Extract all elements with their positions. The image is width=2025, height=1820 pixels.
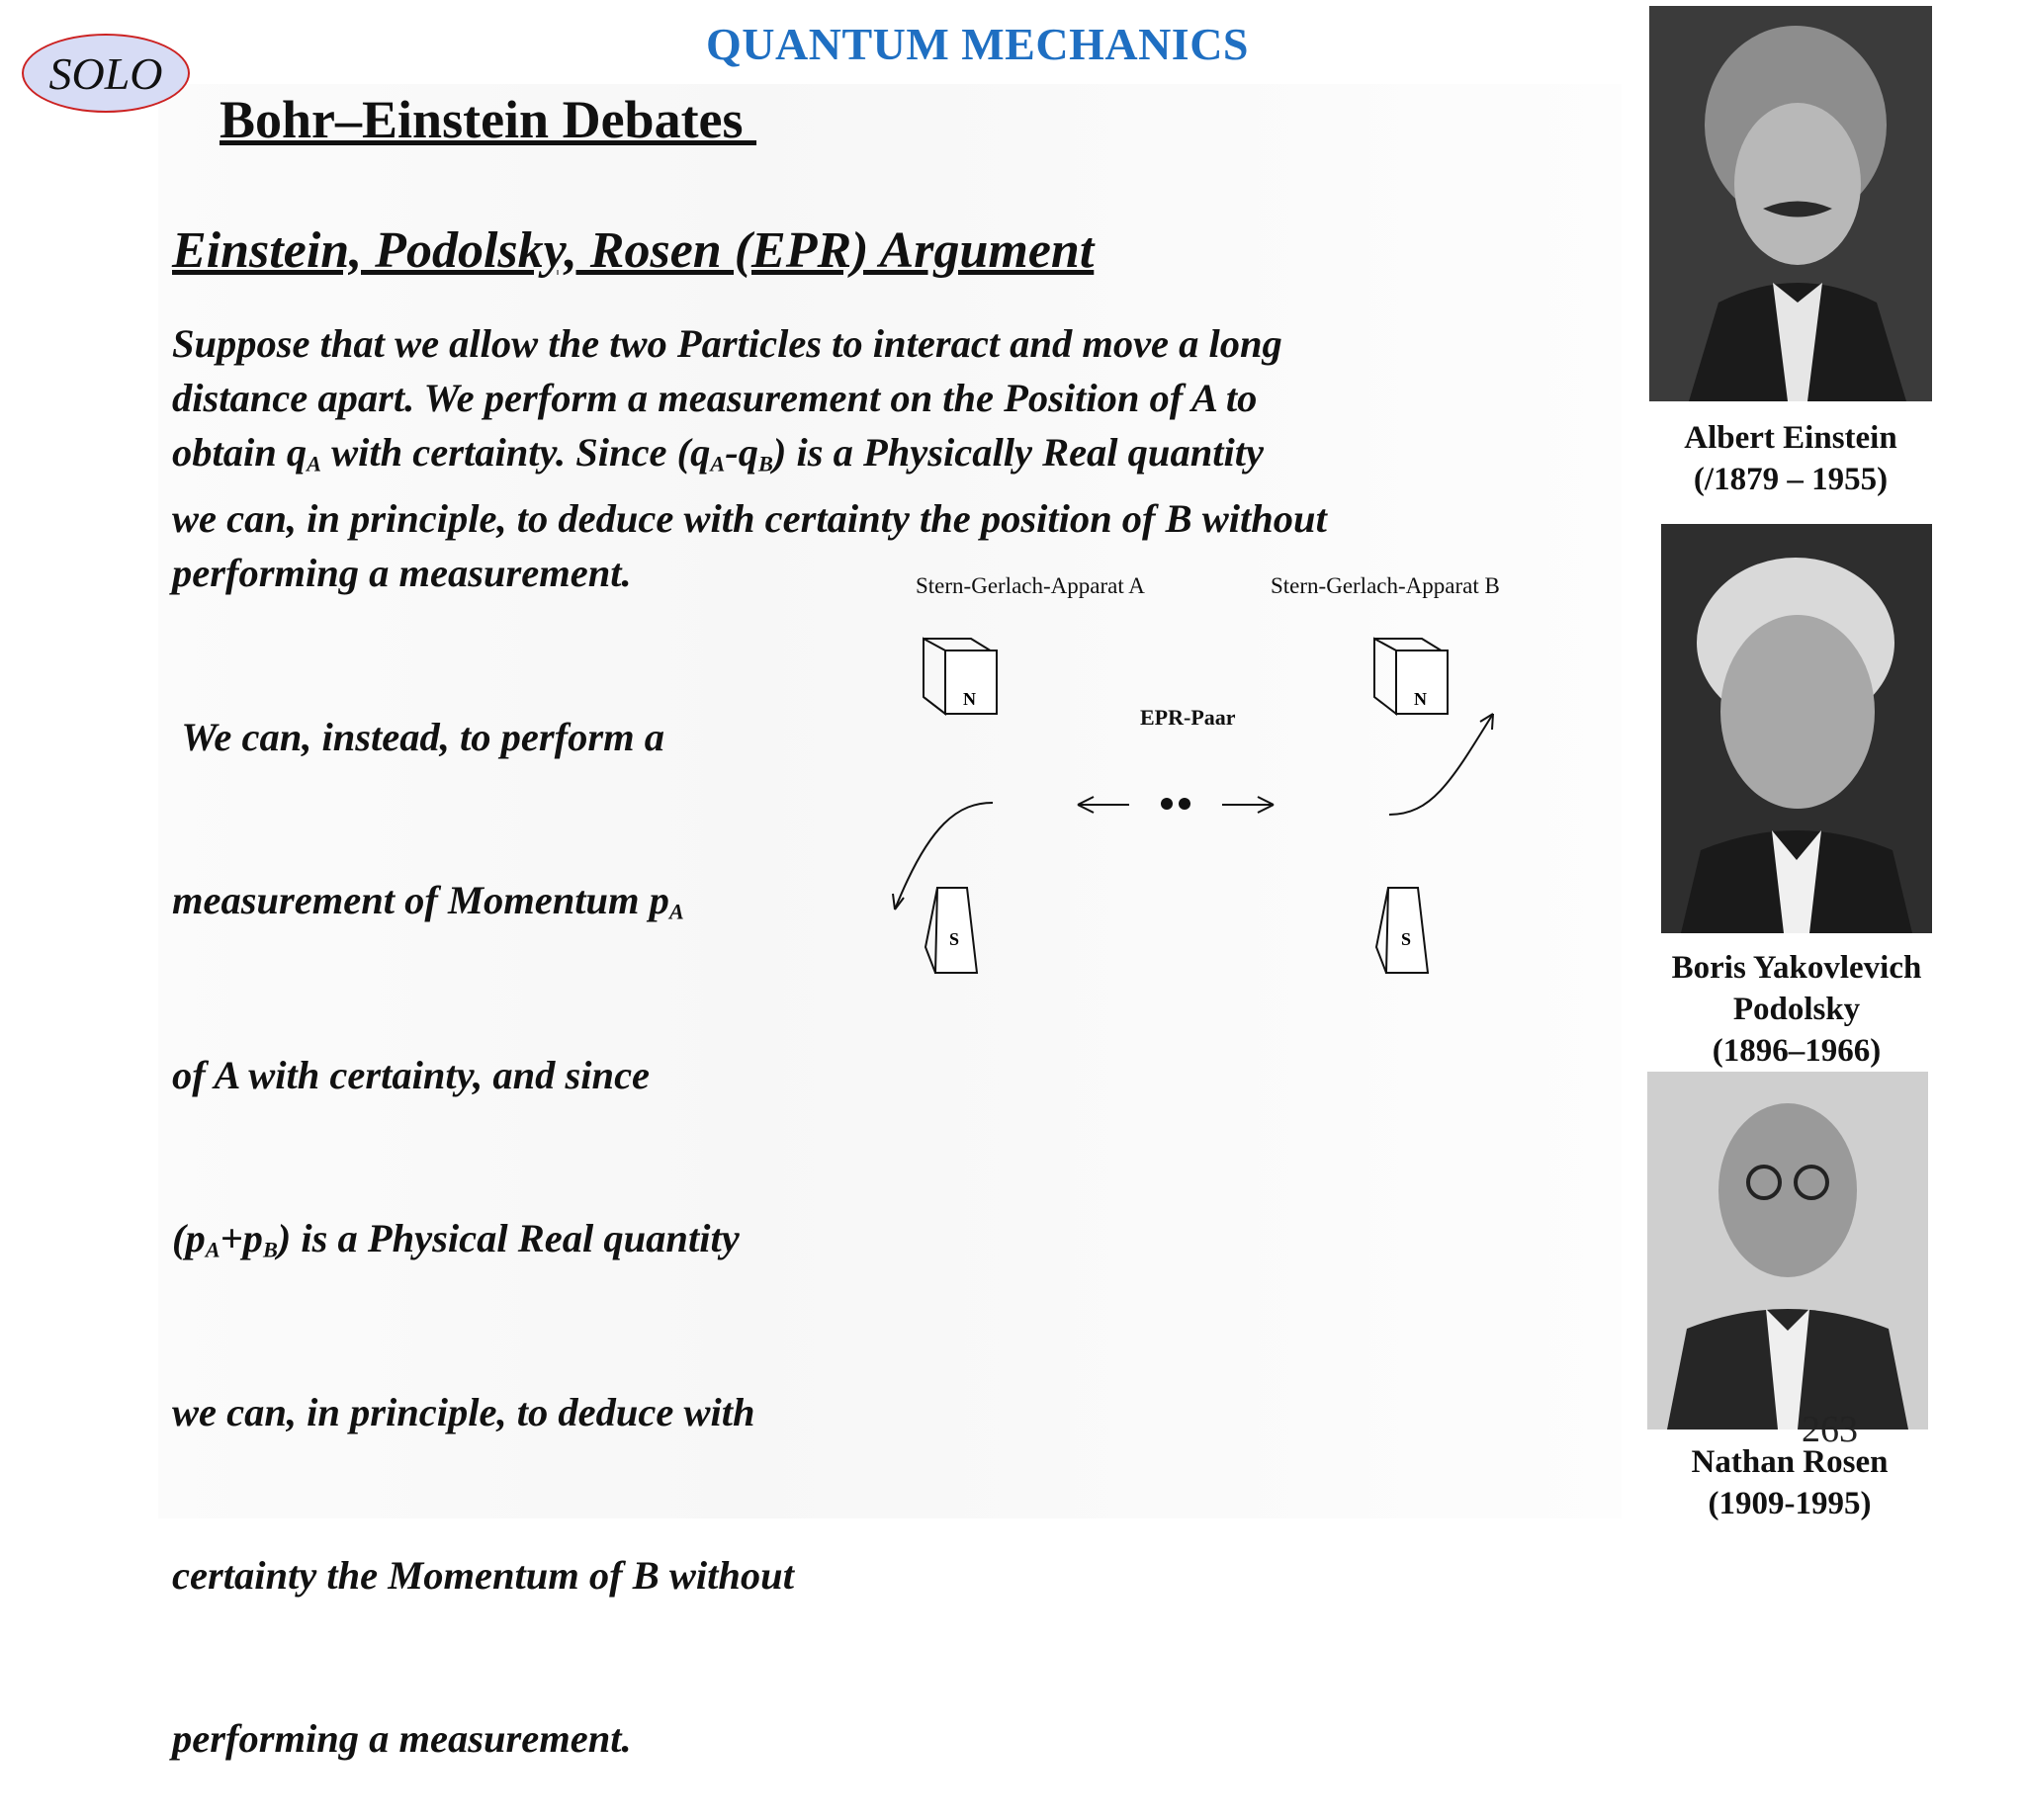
subscript: A (710, 451, 726, 477)
text-run: with certainty. Since (q (321, 430, 711, 475)
subscript: A (307, 451, 322, 477)
trajectory-b-arrow (1389, 714, 1493, 815)
paragraph-epr-momentum (172, 601, 794, 1820)
paragraph-line (172, 425, 1327, 491)
magnet-a-south-letter: S (949, 929, 960, 949)
paragraph-line: distance apart. We perform a measurement on the Position of A to (172, 376, 1258, 420)
paragraph-line: performing a measurement. (172, 550, 632, 595)
subscript: A (205, 1237, 220, 1262)
person-years: (1909-1995) (1708, 1486, 1872, 1521)
stern-gerlach-a-label: Stern-Gerlach-Apparat A (916, 573, 1145, 598)
paragraph-line (172, 873, 794, 939)
text-run: obtain q (172, 430, 308, 475)
paragraph-line: We can, instead, to perform a (172, 715, 665, 759)
person-name: Nathan Rosen (1691, 1444, 1889, 1480)
magnet-a-north-letter: N (963, 689, 976, 709)
text-run: measurement of Momentum p (172, 878, 669, 922)
paragraph-line: we can, in principle, to deduce with certainty the position of B without (172, 495, 1327, 541)
person-name: Podolsky (1732, 992, 1861, 1027)
subscript: B (262, 1237, 278, 1262)
stern-gerlach-b-label: Stern-Gerlach-Apparat B (1271, 573, 1500, 598)
paragraph-line: certainty the Momentum of B without (172, 1553, 794, 1599)
particle-b (1179, 798, 1190, 810)
solo-badge-label: SOLO (48, 47, 163, 99)
magnet-b-south-letter: S (1401, 929, 1412, 949)
subscript: B (758, 451, 773, 477)
paragraph-line: performing a measurement. (172, 1716, 632, 1762)
einstein-caption (1649, 417, 1932, 500)
paragraph-line (172, 1211, 794, 1277)
paragraph-line: we can, in principle, to deduce with (172, 1390, 755, 1435)
rosen-caption (1641, 1441, 1938, 1524)
epr-diagram (890, 563, 1582, 998)
paragraph-line: Suppose that we allow the two Particles to interact and move a long (172, 321, 1282, 366)
rosen-portrait (1647, 1072, 1928, 1430)
text-run: ) is a Physically Real quantity (772, 430, 1264, 475)
page-number: 263 (1802, 1409, 1858, 1450)
subscript: A (668, 899, 684, 924)
magnet-b-north-letter: N (1414, 689, 1427, 709)
text-run: (p (172, 1215, 206, 1260)
person-years: (/1879 – 1955) (1693, 462, 1889, 497)
person-name: Boris Yakovlevich (1671, 950, 1922, 986)
podolsky-caption (1622, 947, 1972, 1072)
subsection-title: Einstein, Podolsky, Rosen (EPR) Argument (172, 222, 1095, 279)
section-title: Bohr–Einstein Debates (220, 90, 757, 149)
einstein-portrait (1649, 6, 1932, 401)
epr-pair-label: EPR-Paar (1140, 705, 1236, 730)
particle-a (1161, 798, 1173, 810)
epr-pair-particles (1078, 797, 1274, 813)
magnet-b-north (1374, 639, 1448, 714)
slide-header-title: QUANTUM MECHANICS (706, 19, 1249, 69)
person-name: Albert Einstein (1684, 420, 1897, 456)
podolsky-portrait (1661, 524, 1932, 933)
text-run: +p (220, 1215, 263, 1260)
text-run: -q (725, 430, 758, 475)
text-run: ) is a Physical Real quantity (277, 1215, 740, 1260)
magnet-a-north (924, 639, 997, 714)
solo-badge (22, 34, 190, 113)
paragraph-line: of A with certainty, and since (172, 1052, 651, 1097)
paragraph-epr-position (172, 316, 1327, 600)
person-years: (1896–1966) (1712, 1033, 1882, 1069)
